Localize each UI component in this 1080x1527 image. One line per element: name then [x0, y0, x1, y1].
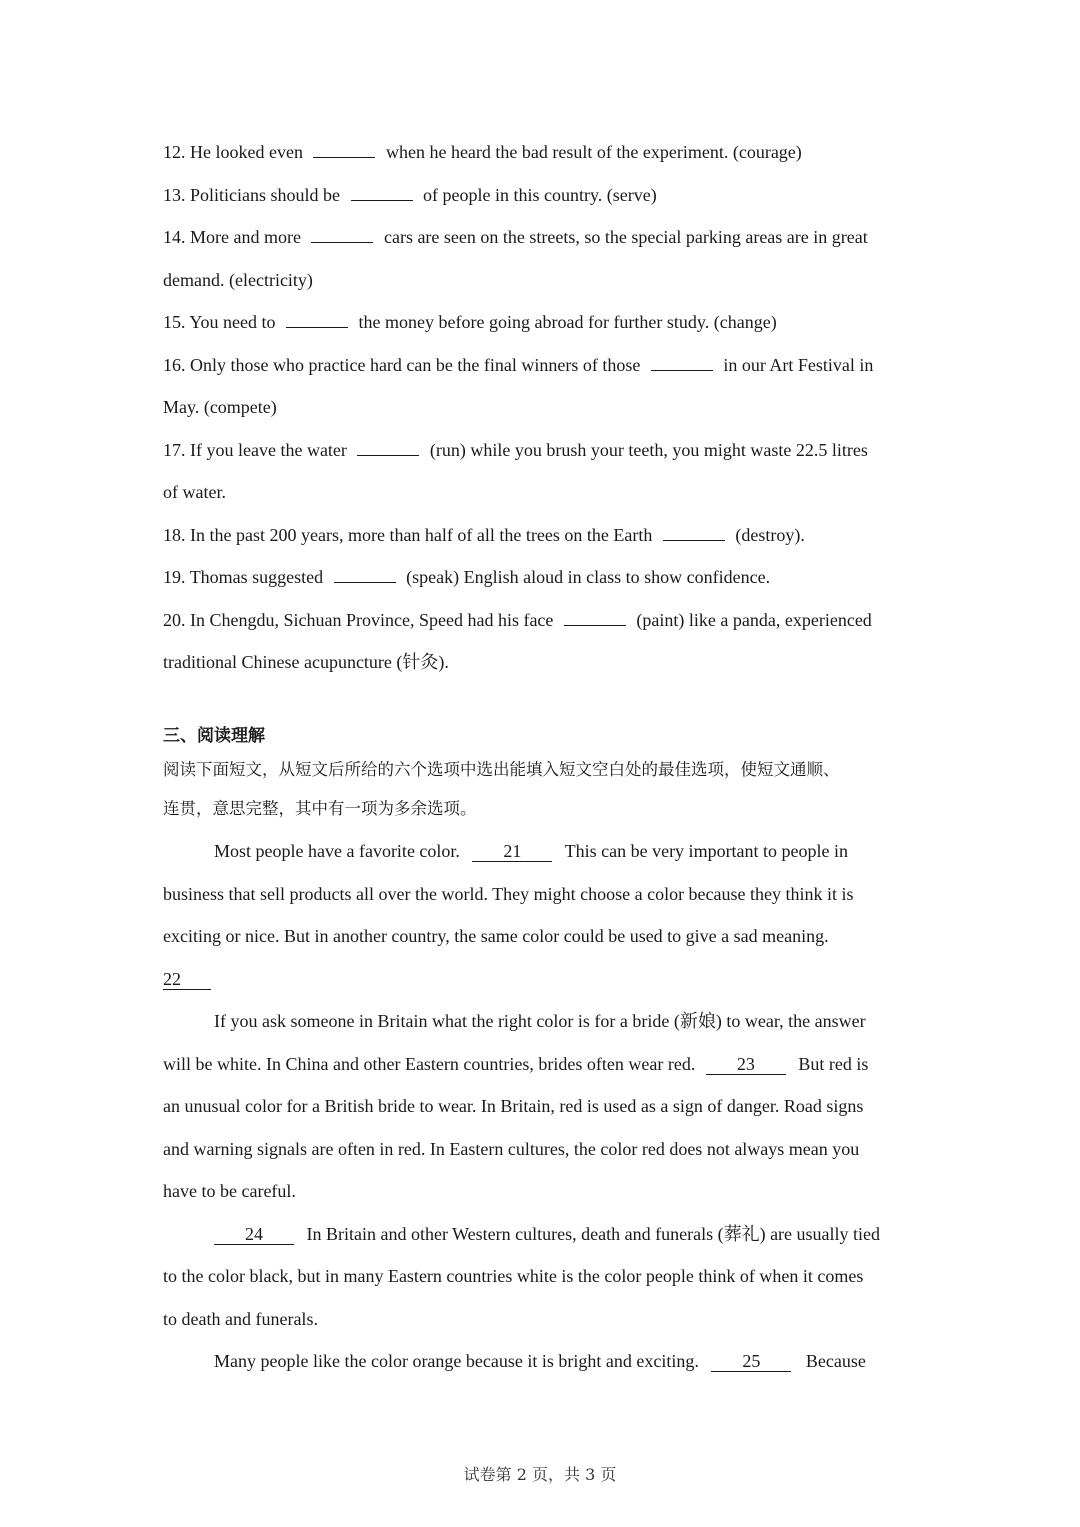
question-number: 15. — [163, 312, 186, 332]
question-text-before: He looked even — [190, 142, 303, 162]
question-text-after: cars are seen on the streets, so the special parking areas are in great — [383, 227, 868, 247]
passage-blank-23: 23 — [706, 1054, 786, 1075]
passage-p1-line-4 — [163, 958, 918, 1001]
section-title: 三、阅读理解 — [163, 725, 265, 746]
answer-blank — [651, 356, 713, 371]
passage-p1-line-2: business that sell products all over the world. They might choose a color because they think it is — [163, 883, 854, 904]
question-14 — [163, 216, 918, 259]
question-20 — [163, 599, 918, 642]
question-text-cont: of water. — [163, 482, 226, 502]
question-number: 20. — [163, 609, 186, 630]
passage-blank-22: 22 — [163, 969, 211, 990]
passage-p2-line-1: If you ask someone in Britain what the right color is for a bride (新娘) to wear, the answer — [214, 1011, 866, 1031]
question-number: 13. — [163, 184, 186, 205]
question-text-after: (destroy). — [735, 524, 805, 545]
question-text-before: You need to — [189, 312, 276, 332]
answer-blank — [286, 313, 348, 328]
answer-blank — [351, 186, 413, 201]
passage-text: Many people like the color orange because it is bright and exciting. — [214, 1351, 699, 1371]
passage-p3-line-2: to the color black, but in many Eastern countries white is the color people think of when it comes — [163, 1266, 864, 1286]
passage-p4-line-1 — [163, 1340, 918, 1383]
passage-p3-line-3: to death and funerals. — [163, 1308, 318, 1329]
question-19 — [163, 556, 918, 599]
passage-p1-line-3: exciting or nice. But in another country, the same color could be used to give a sad meaning. — [163, 926, 829, 946]
passage-blank-21: 21 — [472, 841, 552, 862]
question-16 — [163, 344, 918, 387]
question-14-continued — [163, 259, 918, 302]
section-instruction-line-1: 阅读下面短文，从短文后所给的六个选项中选出能填入短文空白处的最佳选项，使短文通顺、 — [163, 759, 840, 779]
answer-blank — [663, 526, 725, 541]
answer-blank — [311, 228, 373, 243]
question-number: 16. — [163, 354, 186, 375]
passage-text: In Britain and other Western cultures, death and funerals (葬礼) are usually tied — [306, 1223, 881, 1244]
question-18 — [163, 514, 918, 557]
question-text-after: the money before going abroad for further study. (change) — [358, 312, 777, 332]
answer-blank — [334, 568, 396, 583]
question-number: 18. — [163, 524, 186, 545]
question-text-cont: traditional Chinese acupuncture (针灸). — [163, 652, 449, 672]
answer-blank — [564, 611, 626, 626]
question-text-before: In Chengdu, Sichuan Province, Speed had his face — [190, 609, 554, 630]
answer-blank — [357, 441, 419, 456]
question-number: 19. — [163, 567, 186, 587]
answer-blank — [313, 143, 375, 158]
question-text-after: (paint) like a panda, experienced — [636, 609, 872, 630]
passage-blank-25: 25 — [711, 1351, 791, 1372]
question-text-after: (speak) English aloud in class to show confidence. — [406, 567, 771, 587]
passage-text: will be white. In China and other Eastern countries, brides often wear red. — [163, 1053, 696, 1074]
question-text-after: in our Art Festival in — [723, 354, 874, 375]
section-instruction-line-2: 连贯，意思完整，其中有一项为多余选项。 — [163, 798, 477, 818]
passage-p2-line-4: and warning signals are often in red. In Eastern cultures, the color red does not always mean you — [163, 1138, 860, 1159]
question-text-after: of people in this country. (serve) — [423, 184, 657, 205]
passage-p2-line-2 — [163, 1043, 918, 1086]
question-text-before: Politicians should be — [190, 184, 340, 205]
question-16-continued — [163, 386, 918, 429]
question-17-continued — [163, 471, 918, 514]
question-text-cont: demand. (electricity) — [163, 269, 313, 290]
question-text-before: Thomas suggested — [189, 567, 324, 587]
question-20-continued — [163, 641, 918, 684]
passage-p2-line-5: have to be careful. — [163, 1181, 296, 1201]
passage-text: This can be very important to people in — [564, 841, 849, 861]
question-text-cont: May. (compete) — [163, 397, 277, 417]
passage-blank-24: 24 — [214, 1224, 294, 1245]
question-text-after: when he heard the bad result of the experiment. (courage) — [385, 142, 802, 162]
passage-p3-line-1 — [163, 1213, 918, 1256]
passage-text: Because — [805, 1351, 866, 1371]
question-12 — [163, 131, 918, 174]
question-number: 17. — [163, 439, 186, 460]
question-15 — [163, 301, 918, 344]
question-text-before: In the past 200 years, more than half of all the trees on the Earth — [190, 524, 653, 545]
question-17 — [163, 429, 918, 472]
exam-page — [163, 131, 918, 1383]
question-text-before: If you leave the water — [190, 439, 347, 460]
passage-p2-line-3: an unusual color for a British bride to wear. In Britain, red is used as a sign of danger. Road signs — [163, 1096, 864, 1116]
passage-text: But red is — [798, 1053, 869, 1074]
passage-text: Most people have a favorite color. — [214, 841, 460, 861]
question-number: 12. — [163, 142, 186, 162]
question-number: 14. — [163, 227, 186, 247]
passage-p1-line-1 — [163, 830, 918, 873]
question-text-before: More and more — [190, 227, 301, 247]
question-text-before: Only those who practice hard can be the final winners of those — [190, 354, 641, 375]
question-13 — [163, 174, 918, 217]
page-footer: 试卷第 2 页，共 3 页 — [463, 1465, 617, 1484]
question-text-after: (run) while you brush your teeth, you might waste 22.5 litres — [429, 439, 868, 460]
